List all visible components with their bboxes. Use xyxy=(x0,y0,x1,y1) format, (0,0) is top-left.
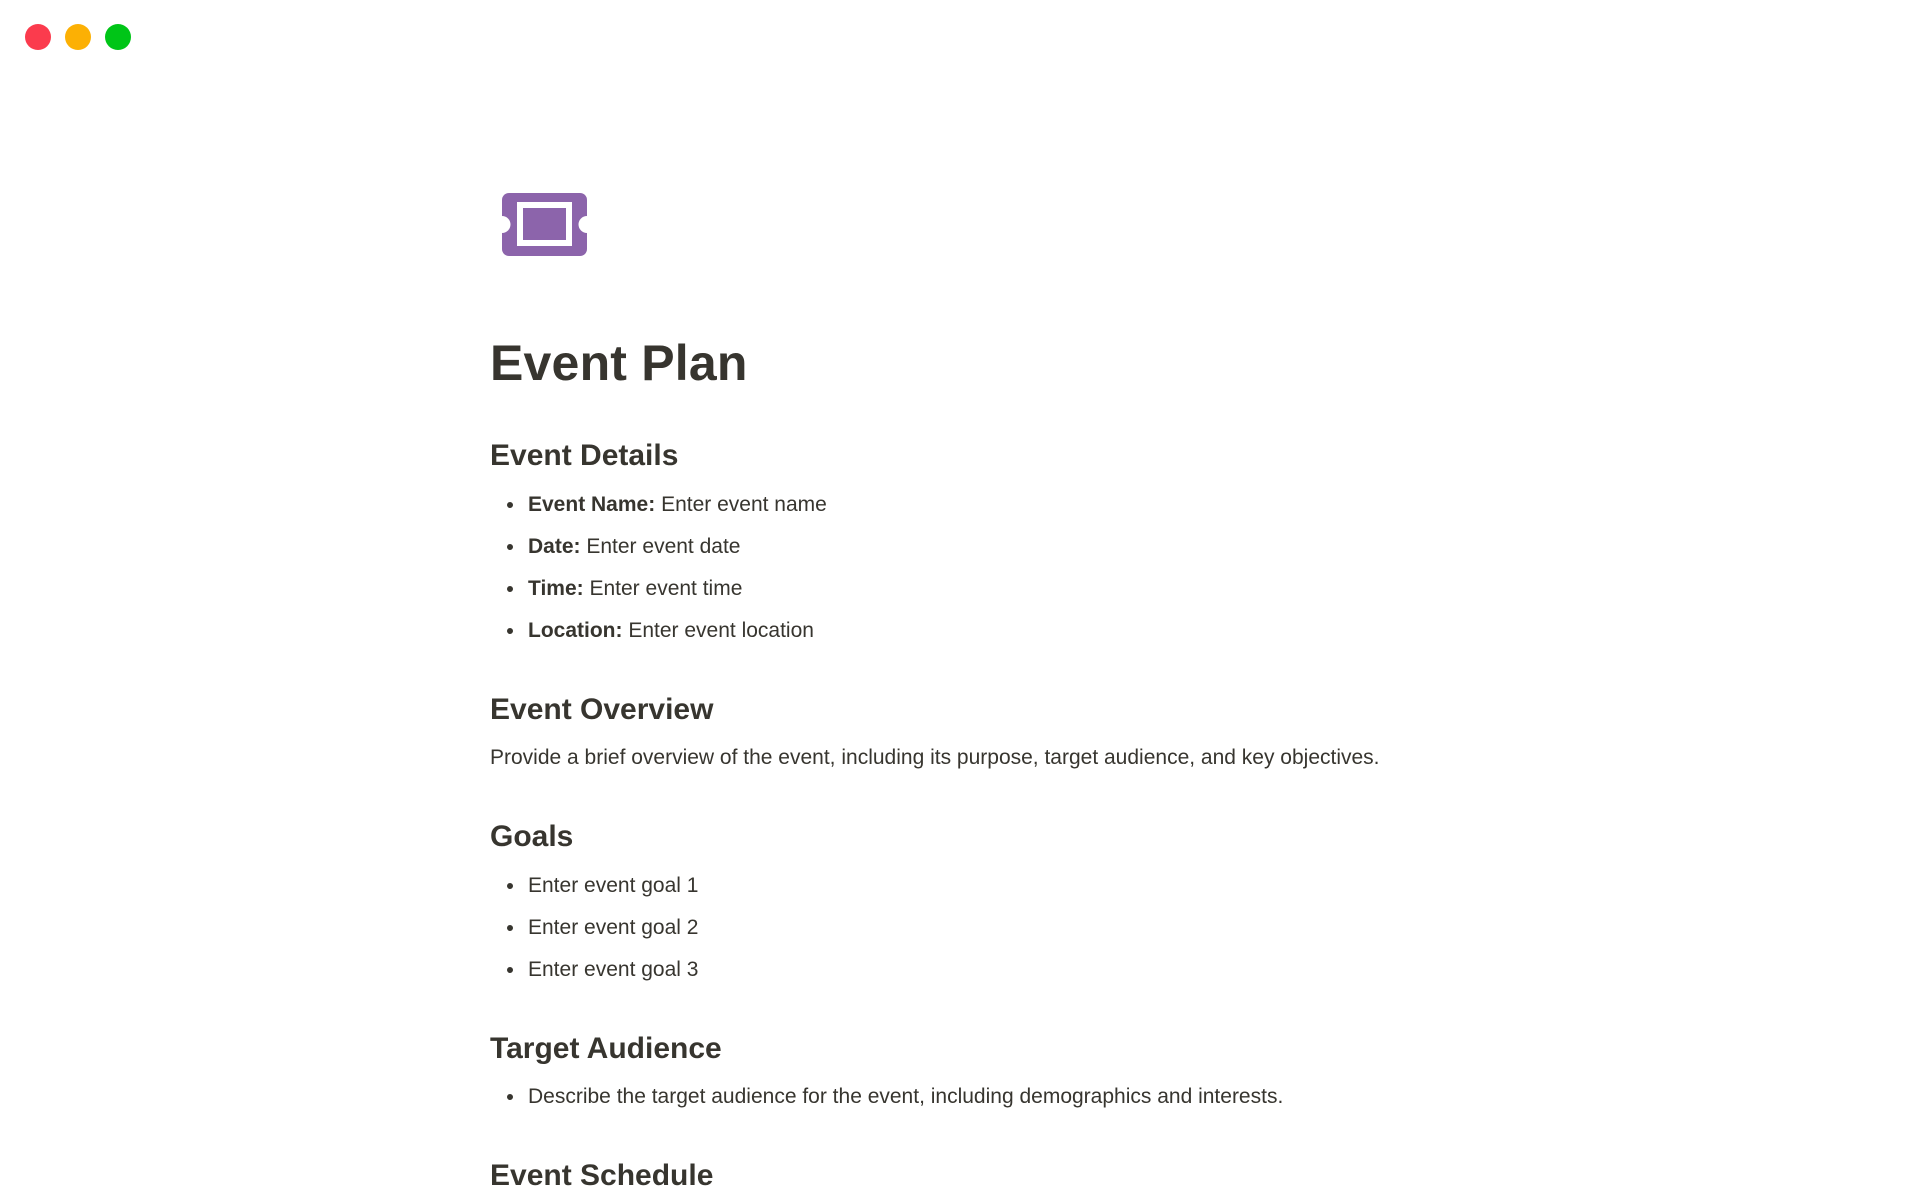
ticket-icon[interactable] xyxy=(502,193,587,256)
list-item-goal-3[interactable]: • Enter event goal 3 xyxy=(526,954,1500,986)
heading-event-details[interactable]: Event Details xyxy=(490,439,679,472)
goals-list xyxy=(490,870,1500,986)
list-item-location[interactable] xyxy=(526,615,1500,647)
list-item-target-audience[interactable]: • Describe the target audience for the event, including demographics and interests. xyxy=(526,1081,1500,1113)
item-label: Time: xyxy=(528,576,584,600)
list-item-goal-2[interactable]: • Enter event goal 2 xyxy=(526,912,1500,944)
event-overview-text[interactable]: Provide a brief overview of the event, including its purpose, target audience, and key objectives. xyxy=(490,746,1380,769)
target-audience-list xyxy=(490,1081,1500,1113)
list-item-date[interactable] xyxy=(526,531,1500,563)
item-text: Enter event location xyxy=(628,618,814,642)
list-item-time[interactable] xyxy=(526,573,1500,605)
minimize-window-button[interactable] xyxy=(65,24,91,50)
event-details-list xyxy=(490,489,1500,647)
heading-event-schedule[interactable]: Event Schedule xyxy=(490,1159,714,1192)
item-label: Event Name: xyxy=(528,492,656,516)
item-text: Enter event name xyxy=(661,492,827,516)
close-window-button[interactable] xyxy=(25,24,51,50)
list-item-goal-1[interactable]: • Enter event goal 1 xyxy=(526,870,1500,902)
heading-target-audience[interactable]: Target Audience xyxy=(490,1031,722,1065)
page-title[interactable]: Event Plan xyxy=(490,335,748,391)
item-text: Enter event time xyxy=(589,576,743,600)
window-controls xyxy=(25,24,131,50)
zoom-window-button[interactable] xyxy=(105,24,131,50)
document-page xyxy=(490,0,1500,1195)
list-item-event-name[interactable] xyxy=(526,489,1500,521)
item-text: Enter event date xyxy=(586,534,741,558)
item-label: Location: xyxy=(528,618,623,642)
item-label: Date: xyxy=(528,534,581,558)
heading-goals[interactable]: Goals xyxy=(490,820,574,853)
heading-event-overview[interactable]: Event Overview xyxy=(490,692,714,726)
